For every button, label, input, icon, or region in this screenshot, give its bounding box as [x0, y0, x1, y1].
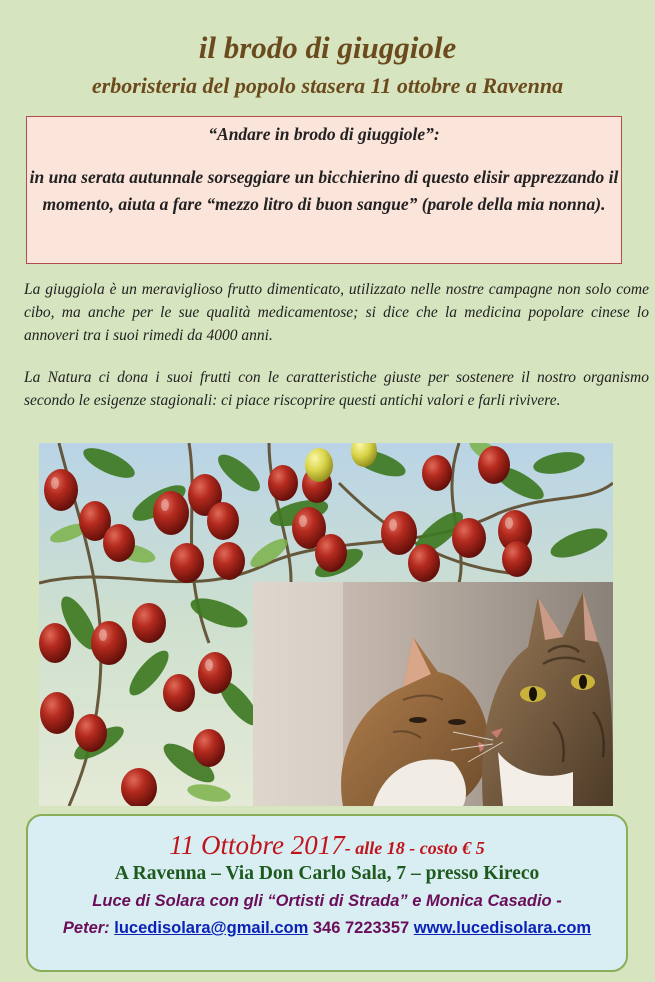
- page-subtitle: erboristeria del popolo stasera 11 ottobre a Ravenna: [91, 73, 564, 98]
- quote-heading: “Andare in brodo di giuggiole”:: [208, 124, 440, 144]
- event-contact: [28, 919, 626, 938]
- page-title: il brodo di giuggiole: [198, 30, 457, 65]
- intro-paragraph: La giuggiola è un meraviglioso frutto dimenticato, utilizzato nelle nostre campagne non solo come cibo, ma anche per le sue qualità medicamentose; si dice che la medicina popolare cinese lo annoveri tra i suoi rimedi da 4000 anni.: [24, 281, 649, 344]
- email-link[interactable]: lucedisolara@gmail.com: [114, 919, 309, 937]
- event-organizers: Luce di Solara con gli “Ortisti di Strada” e Monica Casadio -: [92, 892, 562, 910]
- website-link[interactable]: www.lucedisolara.com: [413, 919, 592, 937]
- event-date: 11 Ottobre 2017: [169, 830, 345, 860]
- event-time-cost: - alle 18 - costo € 5: [344, 838, 485, 858]
- quote-box: [26, 116, 622, 264]
- phone-number: 346 7223357: [308, 919, 414, 937]
- contact-prefix: Peter:: [62, 919, 115, 937]
- cats-photo: [253, 582, 613, 806]
- quote-text: in una serata autunnale sorseggiare un bicchierino di questo elisir apprezzando il momento, aiuta a fare “mezzo litro di buon sangue” (parole della mia nonna).: [29, 167, 619, 214]
- event-date-line: [28, 830, 626, 861]
- event-info-box: [26, 814, 628, 972]
- nature-paragraph: La Natura ci dona i suoi frutti con le caratteristiche giuste per sostenere il nostro organismo secondo le esigenze stagionali: ci piace riscoprire questi antichi valori e farli rivivere.: [24, 369, 649, 409]
- event-address: A Ravenna – Via Don Carlo Sala, 7 – presso Kireco: [114, 863, 540, 884]
